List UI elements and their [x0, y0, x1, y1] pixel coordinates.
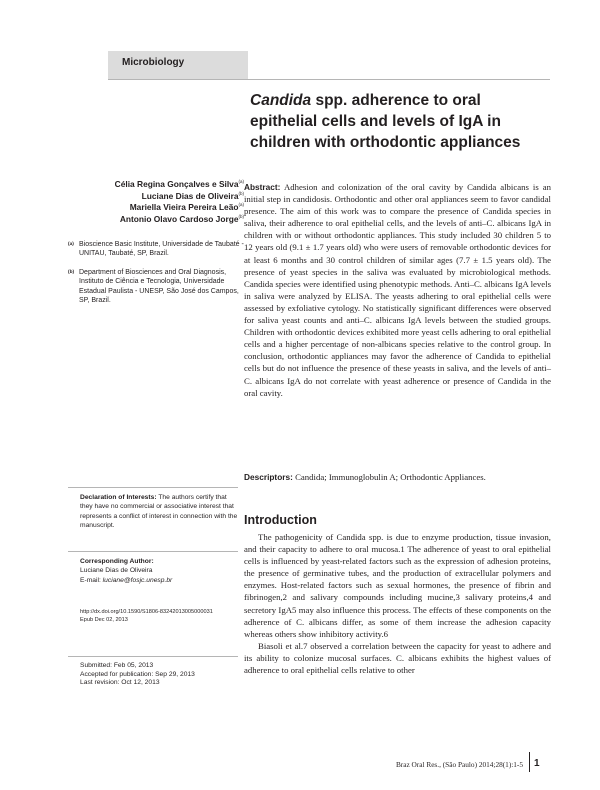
footer-divider	[529, 752, 530, 772]
author-list	[68, 179, 244, 225]
article-title-rest: spp. adherence to oral epithelial cells and levels of IgA in children with orthodontic appliances	[250, 92, 521, 151]
sidebar-divider	[68, 487, 238, 488]
declaration-label: Declaration of Interests:	[80, 494, 157, 501]
paragraph: The pathogenicity of Candida spp. is due to enzyme production, tissue invasion, and their capacity to adhere to oral mucosa.1 The adherence of yeast to oral epithelial cells is influenced by yeast-related factors such as the expression of adhesion proteins, the presence of germinative tubes, and the production of extracellular polymers and enzymes. Host-related factors such as sexual hormones, the presence of fibrin and fibrinogen,2 and salivary compounds including mucine,3 salivary proteins,4 and secretory IgA5 may also influence this process. The effects of these components on the adherence of C. albicans differ, as some of them increase the adhesion capacity whereas others show inhibitory activity.6	[244, 532, 551, 639]
article-title	[250, 90, 550, 153]
revision-date: Last revision: Oct 12, 2013	[80, 679, 160, 687]
section-tab-label: Microbiology	[122, 57, 185, 68]
corresponding-author	[80, 557, 238, 585]
author: Antonio Olavo Cardoso Jorge$^{(b)}$	[119, 213, 244, 224]
corresponding-label: Corresponding Author:	[80, 558, 154, 565]
affiliation: (a) Bioscience Basic Institute, Universidade de Taubaté - UNITAU, Taubaté, SP, Brazil.	[68, 241, 244, 258]
epub-date: Epub Dec 02, 2013	[80, 617, 128, 623]
accepted-date: Accepted for publication: Sep 29, 2013	[80, 670, 195, 678]
doi-block	[80, 608, 238, 624]
page-number: 1	[534, 758, 540, 769]
footer-citation: Braz Oral Res., (São Paulo) 2014;28(1):1-5	[395, 760, 523, 769]
submission-dates	[80, 662, 238, 688]
descriptors-label: Descriptors:	[244, 472, 293, 482]
paragraph: Biasoli et al.7 observed a correlation between the capacity for yeast to adhere and its ability to colonize mucosal surfaces. C. albicans exhibits the highest values of adherence to oral epithelial cells relative to other	[244, 640, 551, 676]
sidebar-divider	[68, 656, 238, 657]
declaration-of-interests	[80, 493, 238, 531]
author: Luciane Dias de Oliveira$^{(b)}$	[141, 190, 244, 201]
descriptors	[244, 471, 551, 483]
doi-link[interactable]: http://dx.doi.org/10.1590/S1806-83242013005000031	[80, 609, 213, 615]
affiliation: (b) Department of Biosciences and Oral Diagnosis, Instituto de Ciência e Tecnologia, Universidade Estadual Paulista - UNESP, São José dos Campos, SP, Brazil.	[68, 269, 239, 304]
email-label: E-mail:	[80, 576, 101, 584]
sidebar-divider	[68, 551, 238, 552]
abstract-text: Adhesion and colonization of the oral cavity by Candida albicans is an initial step in candidosis. Orthodontic and other oral appliances seem to favor candidal presence. The aim of this work was to compare the presence of Candida species in saliva, their adherence to oral epithelial cells, and the levels of anti–C. albicans IgA in children with or without orthodontic appliances. This study included 30 children 5 to 12 years old (9.1 ± 1.7 years old) who were users of removable orthodontic devices for at least 6 months and 30 control children of similar ages (7.7 ± 1.5 years old). The presence of yeast species in the saliva was evaluated by microbiological methods. Candida species were identified using phenotypic methods. Anti–C. albicans IgA levels in saliva were analyzed by ELISA. The yeasts adhering to oral epithelial cells were assessed by exfoliative cytology. No statistically significant differences were observed for saliva yeast counts and anti–C. albicans IgA levels between the studied groups. Children with orthodontic devices exhibited more yeast cells adhering to oral epithelial cells and a higher percentage of non-albicans species relative to the control group. In conclusion, orthodontic appliances may favor the adherence of Candida to epithelial cells but do not influence the presence of these yeasts in saliva, and the levels of anti–C. albicans IgA do not correlate with yeast adherence or presence of Candida in the oral cavity.	[244, 182, 551, 398]
introduction-heading: Introduction	[244, 513, 317, 527]
author: Célia Regina Gonçalves e Silva$^{(a)}$	[114, 179, 244, 189]
header-rule	[108, 79, 550, 80]
declaration-text: The authors certify that they have no commercial or associative interest that represents a conflict of interest in connection with the manuscript.	[80, 494, 238, 530]
introduction-body	[244, 531, 551, 676]
submitted-date: Submitted: Feb 05, 2013	[80, 662, 154, 669]
abstract-label: Abstract:	[244, 182, 281, 192]
abstract	[244, 181, 551, 399]
email-link[interactable]: luciane@fosjc.unesp.br	[102, 576, 173, 584]
descriptors-text: Candida; Immunoglobulin A; Orthodontic Appliances.	[295, 472, 486, 482]
article-title-italic: Candida	[250, 92, 312, 109]
corresponding-name: Luciane Dias de Oliveira	[80, 567, 153, 575]
author: Mariella Vieira Pereira Leão$^{(a)}$	[129, 202, 244, 212]
